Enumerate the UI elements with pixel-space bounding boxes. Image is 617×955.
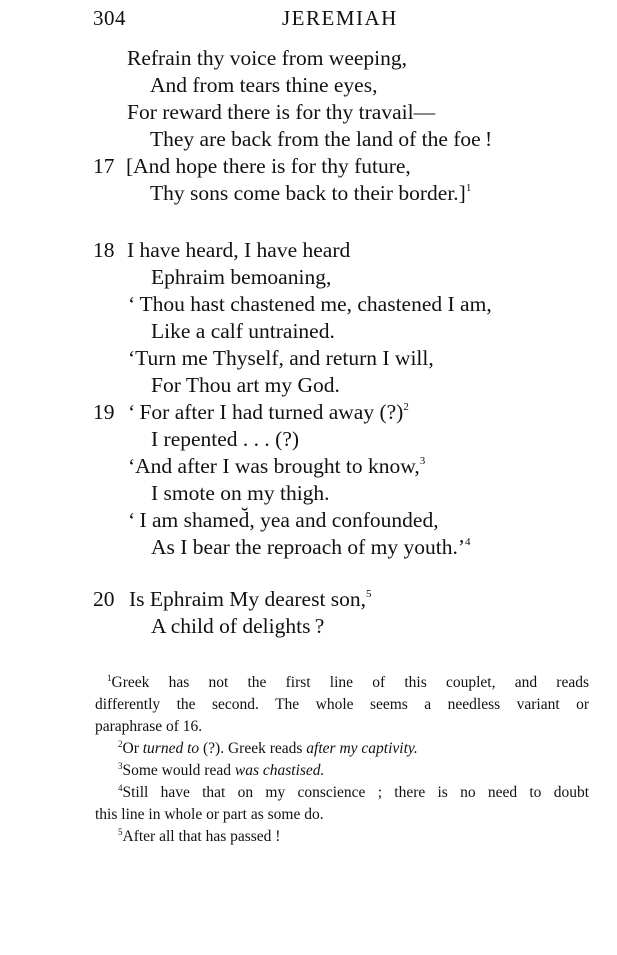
verse-line: And from tears thine eyes, bbox=[150, 73, 378, 97]
footnote-ref: 5 bbox=[366, 588, 372, 600]
verse-line: Ephraim bemoaning, bbox=[151, 265, 332, 289]
footnote-ref: 2 bbox=[403, 401, 409, 413]
verse-line: ‘Turn me Thyself, and return I will, bbox=[128, 346, 434, 370]
verse-line: Like a calf untrained. bbox=[151, 319, 335, 343]
footnote-1-cont: differently the second. The whole seems a needless variant or bbox=[95, 696, 589, 713]
verse-number: 18 bbox=[93, 238, 115, 262]
verse-line: I have heard, I have heard bbox=[127, 238, 351, 262]
verse-line: I repented . . . (?) bbox=[151, 427, 300, 451]
footnote-3: $^3$Some would read was chastised. bbox=[118, 761, 325, 779]
footnote-4: $^4$Still have that on my conscience ; there is no need to doubt bbox=[118, 783, 589, 801]
footnote-ref: 1 bbox=[465, 182, 472, 194]
footnote-1-end: paraphrase of 16. bbox=[95, 718, 203, 735]
verse-line: [And hope there is for thy future, bbox=[126, 154, 411, 178]
verse-line: I smote on my thigh. bbox=[151, 481, 330, 505]
verse-line: ‘ For after I had turned away (?)$^2$ bbox=[128, 400, 409, 424]
verse-number: 17 bbox=[93, 154, 115, 178]
footnote-ref: 3 bbox=[419, 455, 426, 467]
verse-line: A child of delights ? bbox=[151, 614, 325, 638]
verse-line: ‘ Thou hast chastened me, chastened I am, bbox=[128, 292, 492, 316]
verse-line: For Thou art my God. bbox=[151, 373, 340, 397]
verse-line: They are back from the land of the foe ! bbox=[150, 127, 493, 151]
footnote-1: $^1$Greek has not the first line of this couplet, and reads bbox=[107, 673, 589, 691]
footnote-ref: 4 bbox=[465, 536, 471, 548]
verse-line: Refrain thy voice from weeping, bbox=[127, 46, 408, 70]
verse-line: ‘And after I was brought to know,$^3$ bbox=[128, 454, 426, 478]
footnote-5: $^5$After all that has passed ! bbox=[118, 827, 281, 845]
verse-number: 20 bbox=[93, 587, 115, 611]
verse-line: For reward there is for thy travail— bbox=[127, 100, 436, 124]
verse-line: Is Ephraim My dearest son,$^5$ bbox=[129, 587, 372, 611]
footnotes bbox=[95, 672, 589, 872]
running-title: JEREMIAH bbox=[282, 6, 398, 30]
page-number: 304 bbox=[93, 6, 126, 30]
footnote-4-cont: this line in whole or part as some do. bbox=[95, 806, 324, 823]
verse-line: As I bear the reproach of my youth.’$^4$ bbox=[151, 535, 471, 559]
verse-line: Thy sons come back to their border.]$^1$ bbox=[150, 181, 472, 205]
verse-number: 19 bbox=[93, 400, 115, 424]
footnote-2: $^2$Or turned to (?). Greek reads after my captivity. bbox=[118, 739, 418, 757]
verse-line: ‘ I am shamed̆, yea and confounded, bbox=[128, 508, 439, 532]
